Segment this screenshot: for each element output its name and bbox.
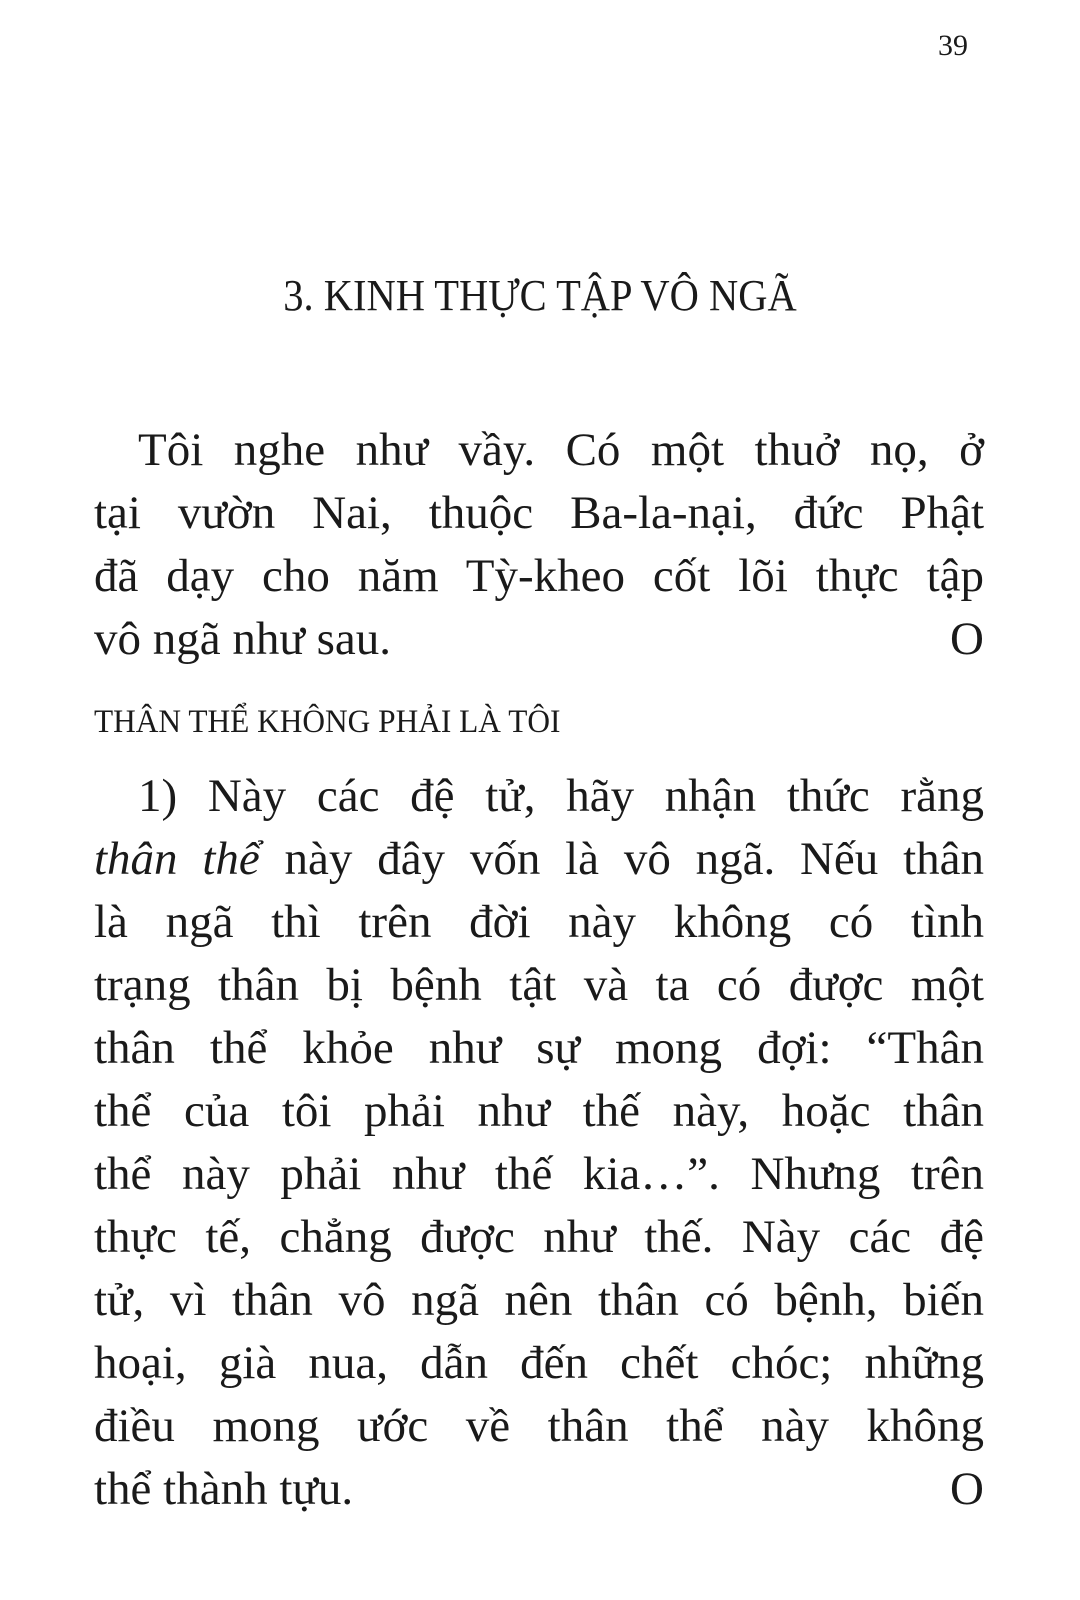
para1-line-1: 1) Này các đệ tử, hãy nhận thức rằng (138, 770, 984, 822)
intro-last-line (94, 608, 984, 671)
para1-line-2-rest: này đây vốn là vô ngã. Nếu thân (259, 833, 984, 885)
para1-line-8: thực tế, chẳng được như thế. Này các đệ (94, 1211, 984, 1263)
intro-line-1: Tôi nghe như vầy. Có một thuở nọ, ở (138, 424, 984, 476)
intro-line-2: tại vườn Nai, thuộc Ba-la-nại, đức Phật (94, 487, 984, 539)
para1-last-text: thể thành tựu. (94, 1463, 354, 1515)
para1-line-11: điều mong ước về thân thể này không (94, 1400, 984, 1452)
intro-end-mark: O (950, 613, 984, 665)
paragraph-1 (94, 765, 984, 1521)
para1-line-4: trạng thân bị bệnh tật và ta có được một (94, 959, 984, 1011)
para1-end-mark: O (950, 1463, 984, 1515)
page-number: 39 (938, 29, 968, 62)
intro-paragraph (94, 419, 984, 671)
para1-line-2 (94, 828, 984, 891)
para1-last-line (94, 1458, 984, 1521)
para1-line-10: hoại, già nua, dẫn đến chết chóc; những (94, 1337, 984, 1389)
intro-last-text: vô ngã như sau. (94, 613, 391, 665)
italic-term: thân thể (94, 833, 260, 885)
para1-line-9: tử, vì thân vô ngã nên thân có bệnh, biến (94, 1274, 984, 1326)
para1-line-7: thể này phải như thế kia…”. Nhưng trên (94, 1148, 984, 1200)
intro-line-3: đã dạy cho năm Tỳ-kheo cốt lõi thực tập (94, 550, 984, 602)
chapter-title: 3. KINH THỰC TẬP VÔ NGÃ (283, 271, 797, 320)
para1-line-3: là ngã thì trên đời này không có tình (94, 896, 984, 948)
para1-line-6: thể của tôi phải như thế này, hoặc thân (94, 1085, 984, 1137)
para1-line-5: thân thể khỏe như sự mong đợi: “Thân (94, 1022, 984, 1074)
section-heading: THÂN THỂ KHÔNG PHẢI LÀ TÔI (94, 704, 561, 740)
